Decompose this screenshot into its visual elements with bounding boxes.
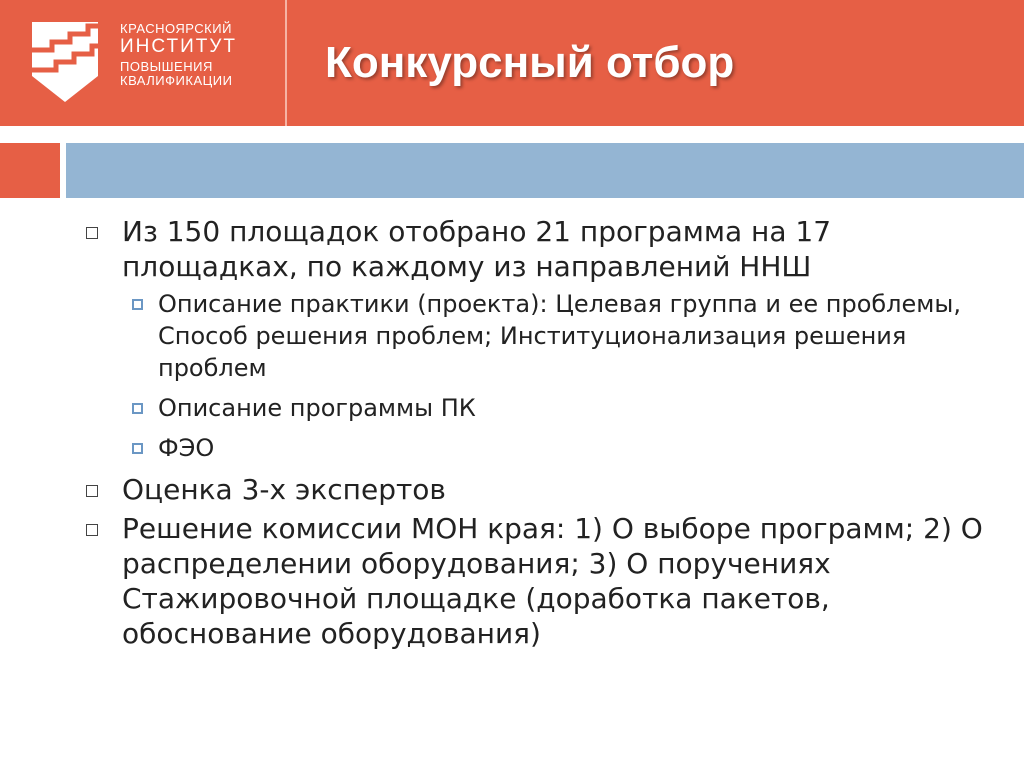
sub-bullet-text: Описание программы ПК [158, 394, 476, 422]
header-band [0, 0, 1024, 126]
sub-bullet-item [128, 432, 984, 464]
slide-title: Конкурсный отбор [325, 38, 735, 87]
header-divider [285, 0, 287, 126]
slide-body [84, 214, 984, 651]
sub-bullet-text: Описание практики (проекта): Целевая группа и ее проблемы, Способ решения проблем; Институционализация решения проблем [158, 290, 961, 382]
square-bullet-icon [132, 443, 143, 454]
logo-line-3: ПОВЫШЕНИЯ [120, 58, 213, 74]
logo-line-4: КВАЛИФИКАЦИИ [120, 72, 233, 88]
square-bullet-icon [86, 485, 98, 497]
bullet-item [84, 472, 984, 507]
bullet-text: Решение комиссии МОН края: 1) О выборе программ; 2) О распределении оборудования; 3) О поручениях Стажировочной площадке (доработка пакетов, обоснование оборудования) [122, 512, 983, 650]
sub-bullet-item [128, 392, 984, 424]
logo-line-2: ИНСТИТУТ [120, 36, 238, 58]
sub-bullet-text: ФЭО [158, 434, 215, 462]
square-bullet-icon [132, 299, 143, 310]
bullet-text: Из 150 площадок отобрано 21 программа на 17 площадках, по каждому из направлений ННШ [122, 215, 832, 283]
square-bullet-icon [132, 403, 143, 414]
blue-band [66, 143, 1024, 198]
sub-bullet-item [128, 288, 984, 384]
institute-logo [0, 0, 286, 126]
bullet-item [84, 511, 984, 651]
bullet-item [84, 214, 984, 284]
accent-block [0, 143, 60, 198]
institute-name [120, 22, 237, 88]
square-bullet-icon [86, 227, 98, 239]
bullet-text: Оценка 3-х экспертов [122, 473, 446, 506]
sub-list [128, 288, 984, 464]
institute-emblem-icon [30, 20, 100, 104]
logo-line-1: КРАСНОЯРСКИЙ [120, 21, 232, 36]
square-bullet-icon [86, 524, 98, 536]
